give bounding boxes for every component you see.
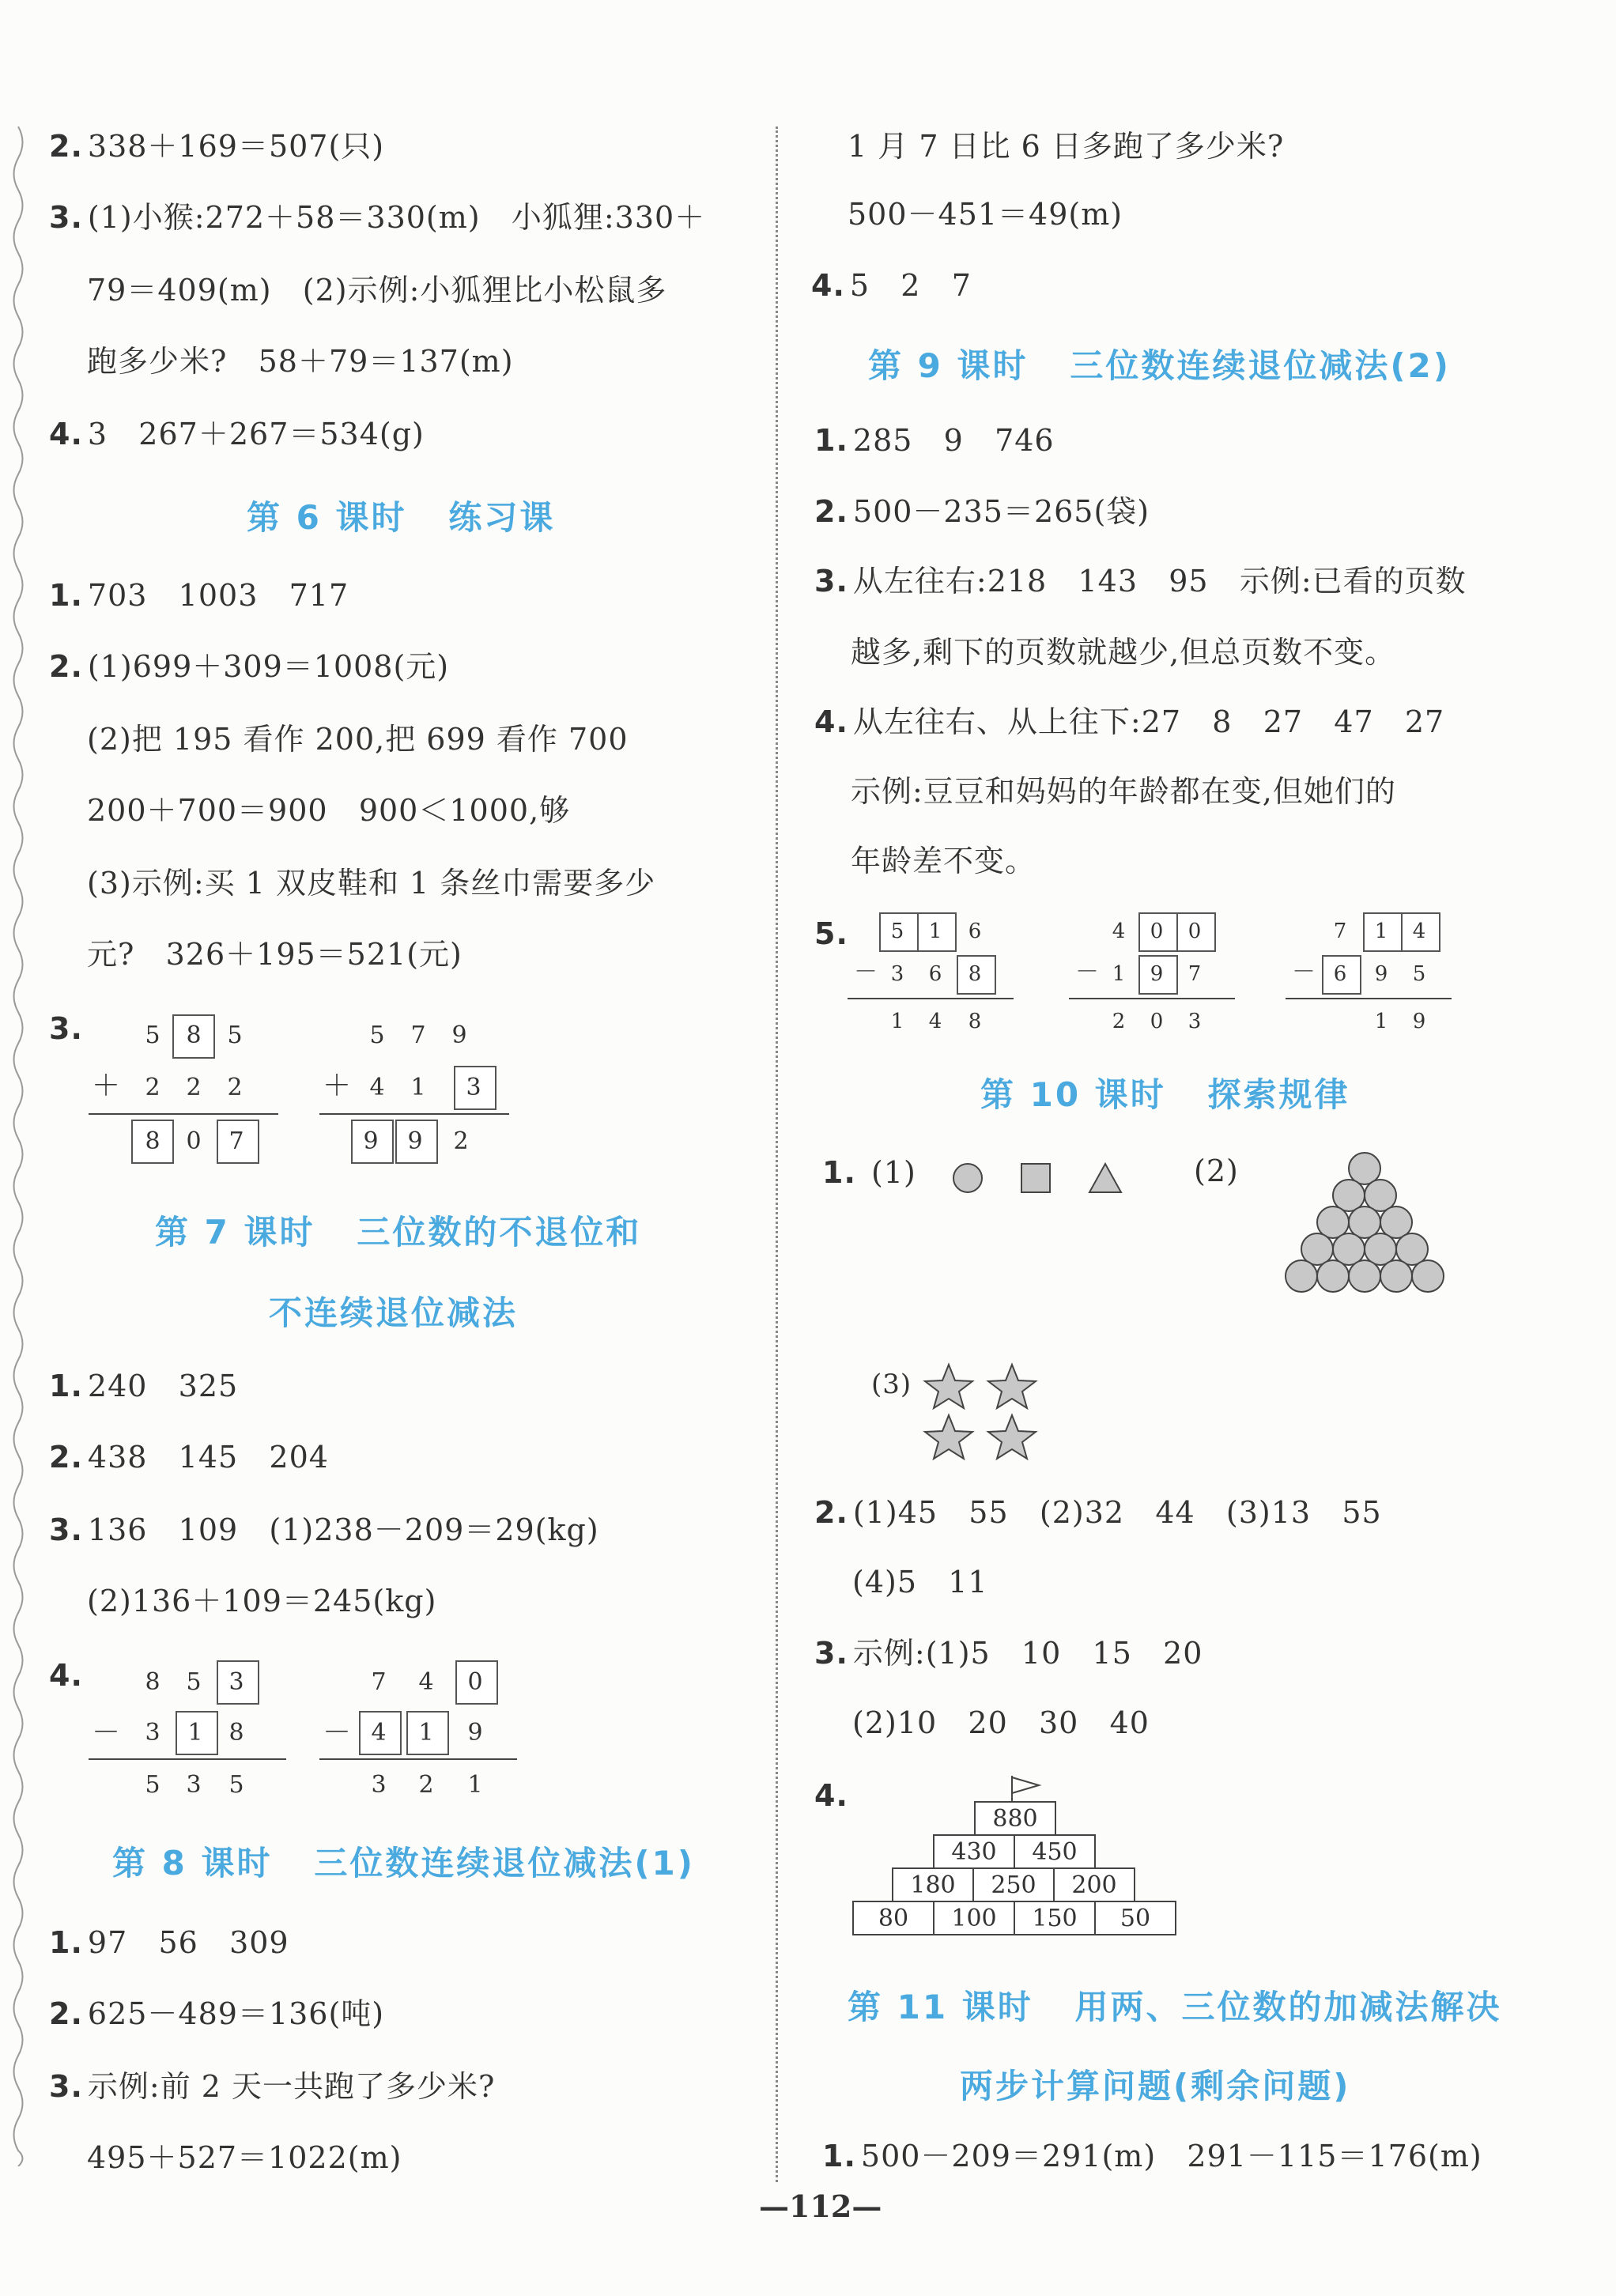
sum-line <box>319 1113 509 1115</box>
digit: 6 <box>928 962 942 986</box>
answer-line: 1. 703 1003 717 <box>49 578 349 613</box>
operator: ＋ <box>323 1070 352 1102</box>
lesson-heading: 第 9 课时 三位数连续退位减法(2) <box>868 346 1451 385</box>
digit: 7 <box>410 1021 426 1049</box>
operator: － <box>323 1716 352 1749</box>
answer-line: 2. (1)699＋309＝1008(元) <box>49 649 450 684</box>
vertical-subtraction <box>316 1660 522 1818</box>
digit: 3 <box>186 1771 202 1799</box>
digit: 2 <box>1112 1010 1126 1033</box>
digit: 3 <box>466 1074 481 1101</box>
pattern-circle <box>1349 1260 1380 1292</box>
digit: 8 <box>145 1127 160 1155</box>
pattern-circle <box>1286 1260 1317 1292</box>
digit: 2 <box>453 1127 469 1155</box>
pyramid-cell: 100 <box>933 1901 1015 1935</box>
page-number: —112— <box>759 2188 882 2224</box>
digit: 2 <box>145 1074 160 1101</box>
operator: ＋ <box>92 1070 121 1102</box>
pyramid-cell: 80 <box>852 1901 934 1935</box>
answer-line: 2. (1)45 55 (2)32 44 (3)13 55 <box>814 1495 1382 1530</box>
digit: 5 <box>186 1668 202 1696</box>
answer-line: (4)5 11 <box>852 1565 988 1599</box>
question-number: 4. <box>49 1658 83 1693</box>
answer-line: 2. 338＋169＝507(只) <box>49 129 385 164</box>
lesson-heading: 不连续退位减法 <box>269 1293 519 1332</box>
pattern-circle <box>1317 1260 1349 1292</box>
digit: 4 <box>928 1010 942 1033</box>
digit: 1 <box>410 1074 426 1101</box>
digit: 3 <box>371 1771 387 1799</box>
digit: 9 <box>407 1127 423 1155</box>
digit: 9 <box>1374 962 1388 986</box>
pyramid-cell: 150 <box>1014 1901 1096 1935</box>
answer-line: (2)把 195 看作 200,把 699 看作 700 <box>87 722 629 757</box>
digit: 0 <box>1150 1010 1164 1033</box>
digit: 0 <box>467 1668 483 1696</box>
answer-line: 79＝409(m) (2)示例:小狐狸比小松鼠多 <box>87 273 667 308</box>
digit: 4 <box>369 1074 385 1101</box>
digit: 9 <box>467 1719 483 1747</box>
digit: 8 <box>228 1719 244 1747</box>
digit: 1 <box>467 1771 483 1799</box>
lesson-heading: 第 10 课时 探索规律 <box>980 1075 1350 1114</box>
vertical-addition <box>316 1010 514 1169</box>
star-pattern <box>919 1360 1053 1471</box>
digit: 9 <box>363 1127 379 1155</box>
digit: 0 <box>1150 920 1164 943</box>
answer-line: 3. 示例:前 2 天一共跑了多少米? <box>49 2069 496 2104</box>
answer-line: 1. 285 9 746 <box>814 423 1055 458</box>
sum-line <box>89 1113 278 1115</box>
digit: 6 <box>968 920 982 943</box>
answer-line: 3. 示例:(1)5 10 15 20 <box>814 1636 1203 1671</box>
square-shape <box>1021 1164 1050 1192</box>
operator: － <box>1292 958 1316 986</box>
difference-line <box>1286 998 1452 999</box>
pattern-circle <box>1412 1260 1444 1292</box>
question-number: 4. <box>814 1778 848 1813</box>
answer-line: 跑多少米? 58＋79＝137(m) <box>87 344 514 379</box>
answer-line: (3) <box>871 1369 912 1400</box>
digit: 1 <box>418 1719 434 1747</box>
digit: 1 <box>187 1719 203 1747</box>
column-divider <box>776 127 781 2182</box>
digit: 1 <box>1374 1010 1388 1033</box>
digit: 5 <box>1412 962 1426 986</box>
digit: 2 <box>227 1074 243 1101</box>
digit: 5 <box>145 1021 160 1049</box>
answer-line: 4. 5 2 7 <box>811 268 972 303</box>
answer-line: 3. 从左往右:218 143 95 示例:已看的页数 <box>814 564 1467 599</box>
digit: 2 <box>418 1771 434 1799</box>
difference-line <box>848 998 1014 999</box>
digit: 9 <box>451 1021 467 1049</box>
digit: 8 <box>968 962 982 986</box>
lesson-heading: 第 11 课时 用两、三位数的加减法解决 <box>848 1988 1502 2026</box>
star-shape <box>925 1415 972 1459</box>
digit: 7 <box>228 1127 244 1155</box>
answer-line: 1. 97 56 309 <box>49 1925 289 1960</box>
lesson-heading: 第 7 课时 三位数的不退位和 <box>155 1213 642 1252</box>
answer-line: 2. 500－235＝265(袋) <box>814 494 1150 529</box>
lesson-heading: 第 6 课时 练习课 <box>247 498 556 537</box>
answer-line: (2)136＋109＝245(kg) <box>87 1584 437 1618</box>
digit: 3 <box>145 1719 160 1747</box>
answer-line: 2. 625－489＝136(吨) <box>49 1996 385 2031</box>
question-number: 3. <box>49 1011 83 1046</box>
digit: 1 <box>928 920 942 943</box>
flag-icon <box>1007 1774 1055 1803</box>
digit: 3 <box>1187 1010 1202 1033</box>
digit: 5 <box>227 1021 243 1049</box>
pyramid-cell: 180 <box>892 1867 974 1902</box>
answer-line: 4. 3 267＋267＝534(g) <box>49 417 425 451</box>
vertical-subtraction <box>85 1660 291 1818</box>
pyramid-cell: 450 <box>1014 1834 1096 1869</box>
star-shape <box>925 1365 972 1408</box>
digit: 2 <box>186 1074 202 1101</box>
question-number: 5. <box>814 916 848 951</box>
digit: 8 <box>968 1010 982 1033</box>
digit: 0 <box>186 1127 202 1155</box>
answer-line: 200＋700＝900 900＜1000,够 <box>87 793 571 828</box>
answer-line: 2. 438 145 204 <box>49 1440 329 1475</box>
star-shape <box>988 1415 1036 1459</box>
vertical-subtraction <box>848 909 1021 1044</box>
pattern-circle <box>1380 1260 1412 1292</box>
answer-line: (3)示例:买 1 双皮鞋和 1 条丝巾需要多少 <box>87 866 656 901</box>
vertical-subtraction <box>1069 909 1243 1044</box>
answer-line: 3. 136 109 (1)238－209＝29(kg) <box>49 1512 599 1547</box>
answer-line: 1. 500－209＝291(m) 291－115＝176(m) <box>822 2139 1482 2173</box>
circle-shape <box>953 1164 982 1192</box>
digit: 0 <box>1187 920 1202 943</box>
pyramid-cell: 250 <box>972 1867 1055 1902</box>
answer-line: 年龄差不变。 <box>851 844 1036 878</box>
difference-line <box>89 1758 286 1760</box>
answer-line: 示例:豆豆和妈妈的年龄都在变,但她们的 <box>851 774 1396 809</box>
digit: 5 <box>145 1771 160 1799</box>
pyramid-cell: 430 <box>933 1834 1015 1869</box>
lesson-heading: 第 8 课时 三位数连续退位减法(1) <box>112 1844 695 1882</box>
answer-line: (2)10 20 30 40 <box>852 1705 1150 1740</box>
digit: 4 <box>371 1719 387 1747</box>
left-wavy-border <box>8 127 28 2166</box>
digit: 8 <box>186 1021 202 1049</box>
answer-line: 4. 从左往右、从上往下:27 8 27 47 27 <box>814 704 1445 739</box>
answer-line: (2) <box>1194 1154 1239 1188</box>
pyramid-cell: 880 <box>974 1801 1056 1836</box>
digit: 8 <box>145 1668 160 1696</box>
digit: 4 <box>1412 920 1426 943</box>
digit: 9 <box>1150 962 1164 986</box>
answer-line: 1. (1) <box>822 1155 916 1190</box>
digit: 7 <box>1333 920 1347 943</box>
operator: － <box>854 958 878 986</box>
answer-line: 500－451＝49(m) <box>848 197 1123 232</box>
digit: 1 <box>1374 920 1388 943</box>
vertical-subtraction <box>1286 909 1459 1044</box>
digit: 4 <box>1112 920 1126 943</box>
lesson-heading: 两步计算问题(剩余问题) <box>960 2067 1351 2105</box>
shape-sequence <box>946 1154 1135 1202</box>
digit: 3 <box>890 962 904 986</box>
digit: 3 <box>228 1668 244 1696</box>
digit: 7 <box>371 1668 387 1696</box>
number-pyramid <box>852 1774 1184 1948</box>
vertical-addition <box>85 1010 283 1169</box>
operator: － <box>1075 958 1099 986</box>
digit: 9 <box>1412 1010 1426 1033</box>
digit: 5 <box>369 1021 385 1049</box>
pyramid-cell: 50 <box>1094 1901 1176 1935</box>
difference-line <box>319 1758 517 1760</box>
answer-line: 495＋527＝1022(m) <box>87 2140 402 2175</box>
triangle-shape <box>1089 1164 1121 1192</box>
pyramid-cell: 200 <box>1053 1867 1135 1902</box>
answer-line: 元? 326＋195＝521(元) <box>87 937 463 972</box>
star-shape <box>988 1365 1036 1408</box>
answer-line: 3. (1)小猴:272＋58＝330(m) 小狐狸:330＋ <box>49 200 706 235</box>
answer-line: 1 月 7 日比 6 日多跑了多少米? <box>848 129 1285 164</box>
digit: 5 <box>890 920 904 943</box>
digit: 4 <box>418 1668 434 1696</box>
difference-line <box>1069 998 1235 999</box>
digit: 7 <box>1187 962 1202 986</box>
circle-triangle-pattern <box>1262 1148 1467 1335</box>
digit: 1 <box>890 1010 904 1033</box>
digit: 5 <box>228 1771 244 1799</box>
operator: － <box>92 1716 121 1749</box>
answer-line: 1. 240 325 <box>49 1369 239 1403</box>
digit: 6 <box>1333 962 1347 986</box>
answer-line: 越多,剩下的页数就越少,但总页数不变。 <box>851 635 1396 670</box>
digit: 1 <box>1112 962 1126 986</box>
